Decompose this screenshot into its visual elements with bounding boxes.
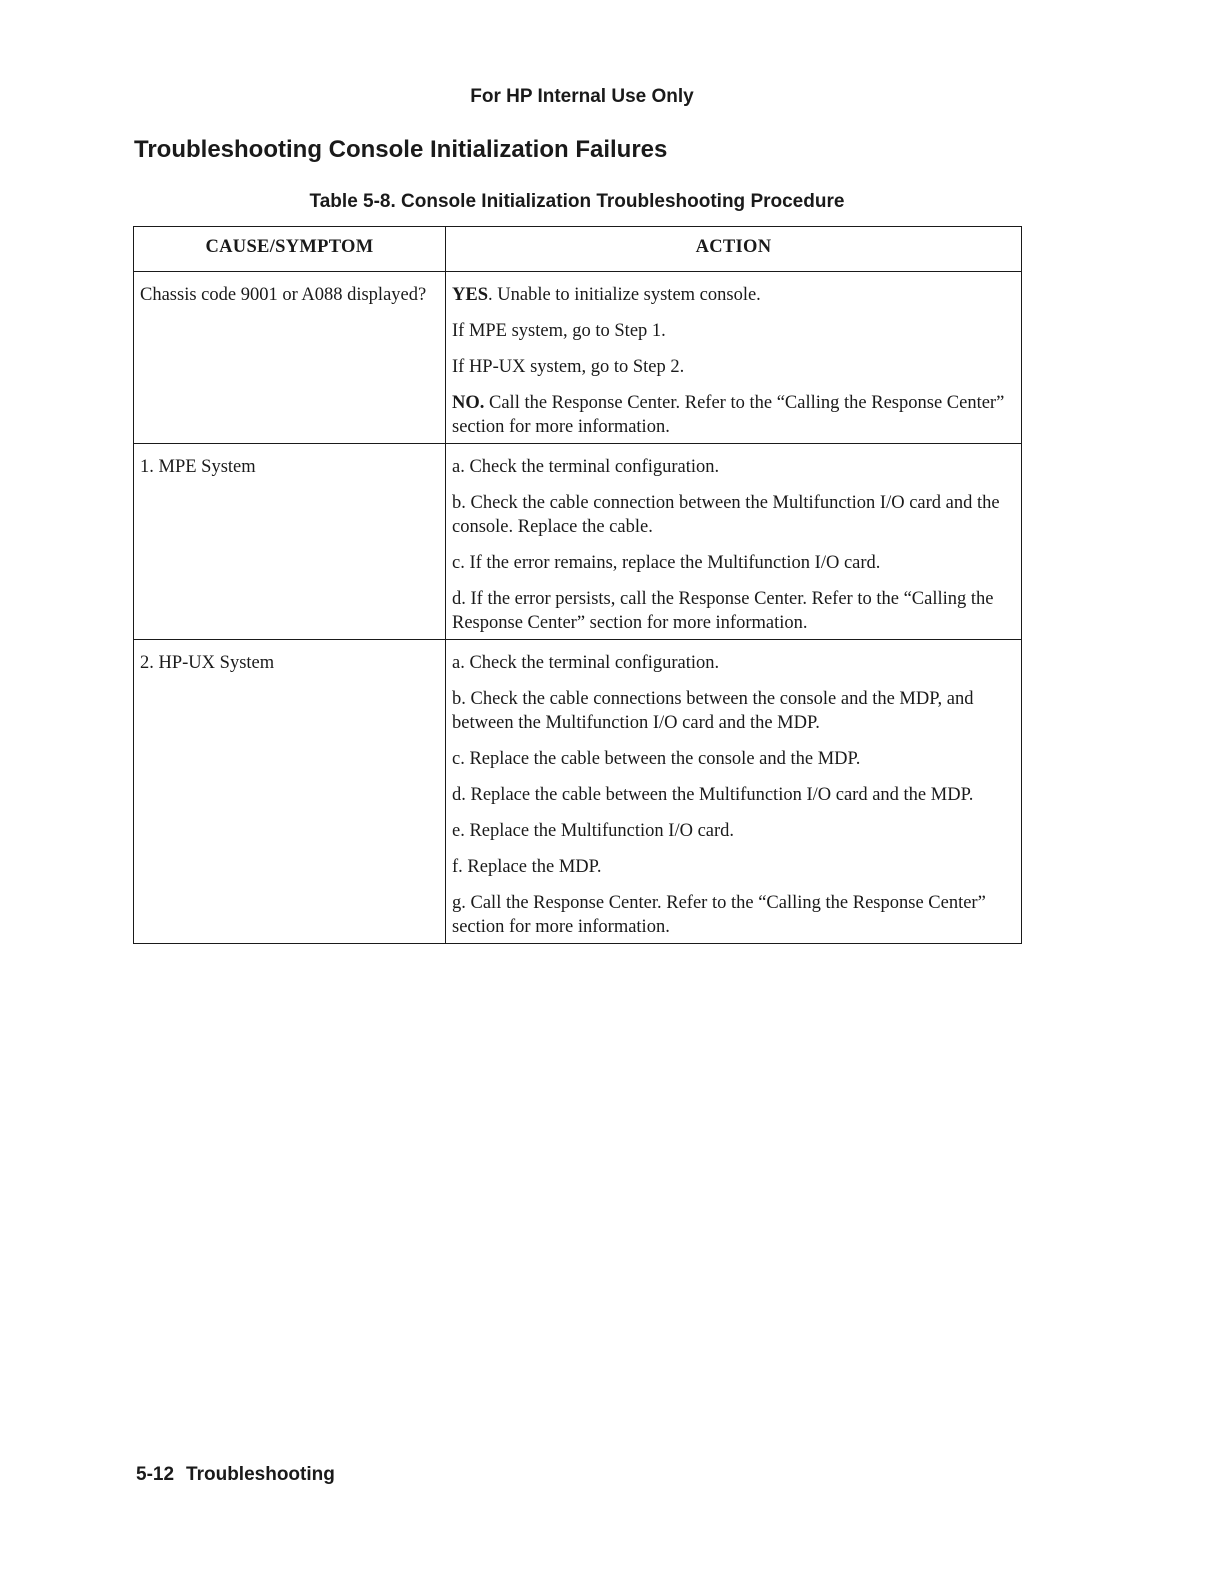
action-step-text: c. Replace the cable between the console and the MDP. (452, 749, 861, 769)
action-step (452, 587, 1015, 635)
column-header-cause-symptom: CAUSE/SYMPTOM (134, 227, 446, 272)
action-step (452, 819, 1015, 843)
action-step-keyword: NO. (452, 393, 485, 413)
action-step (452, 455, 1015, 479)
action-step (452, 355, 1015, 379)
column-header-action: ACTION (446, 227, 1022, 272)
action-cell (446, 272, 1022, 444)
action-step (452, 491, 1015, 539)
action-step-text: c. If the error remains, replace the Multifunction I/O card. (452, 553, 881, 573)
table-row (134, 272, 1022, 444)
action-step (452, 651, 1015, 675)
table-caption: Table 5-8. Console Initialization Troubleshooting Procedure (309, 191, 845, 212)
internal-use-banner: For HP Internal Use Only (470, 86, 694, 107)
table-body (134, 272, 1022, 944)
action-cell (446, 444, 1022, 640)
action-step (452, 551, 1015, 575)
action-step-text: a. Check the terminal configuration. (452, 653, 720, 673)
action-step (452, 319, 1015, 343)
symptom-cell: 2. HP-UX System (134, 640, 446, 944)
symptom-cell: 1. MPE System (134, 444, 446, 640)
page-number: 5-12 (136, 1464, 175, 1485)
action-step-text: . Unable to initialize system console. (488, 285, 761, 305)
symptom-cell: Chassis code 9001 or A088 displayed? (134, 272, 446, 444)
action-cell (446, 640, 1022, 944)
chapter-name: Troubleshooting (186, 1464, 335, 1485)
action-step-text: Call the Response Center. Refer to the “Calling the Response Center” section for more information. (452, 393, 1005, 437)
action-step-keyword: YES (452, 285, 488, 305)
action-step-text: If HP-UX system, go to Step 2. (452, 357, 685, 377)
action-step-text: b. Check the cable connections between the console and the MDP, and between the Multifunction I/O card and the MDP. (452, 689, 974, 733)
action-step (452, 855, 1015, 879)
action-step-text: b. Check the cable connection between the Multifunction I/O card and the console. Replace the cable. (452, 493, 1000, 537)
action-step (452, 687, 1015, 735)
table-header-row (134, 227, 1022, 272)
action-step (452, 891, 1015, 939)
section-title: Troubleshooting Console Initialization Failures (134, 136, 668, 163)
action-step (452, 783, 1015, 807)
troubleshooting-table (133, 226, 1022, 944)
action-step-text: f. Replace the MDP. (452, 857, 602, 877)
action-step-text: If MPE system, go to Step 1. (452, 321, 666, 341)
table-row (134, 640, 1022, 944)
action-step (452, 391, 1015, 439)
action-step (452, 747, 1015, 771)
table-row (134, 444, 1022, 640)
action-step-text: a. Check the terminal configuration. (452, 457, 720, 477)
action-step-text: d. Replace the cable between the Multifunction I/O card and the MDP. (452, 785, 974, 805)
action-step-text: d. If the error persists, call the Response Center. Refer to the “Calling the Response Center” section for more information. (452, 589, 994, 633)
action-step-text: e. Replace the Multifunction I/O card. (452, 821, 735, 841)
page-footer (136, 1464, 335, 1486)
action-step (452, 283, 1015, 307)
action-step-text: g. Call the Response Center. Refer to the “Calling the Response Center” section for more information. (452, 893, 986, 937)
